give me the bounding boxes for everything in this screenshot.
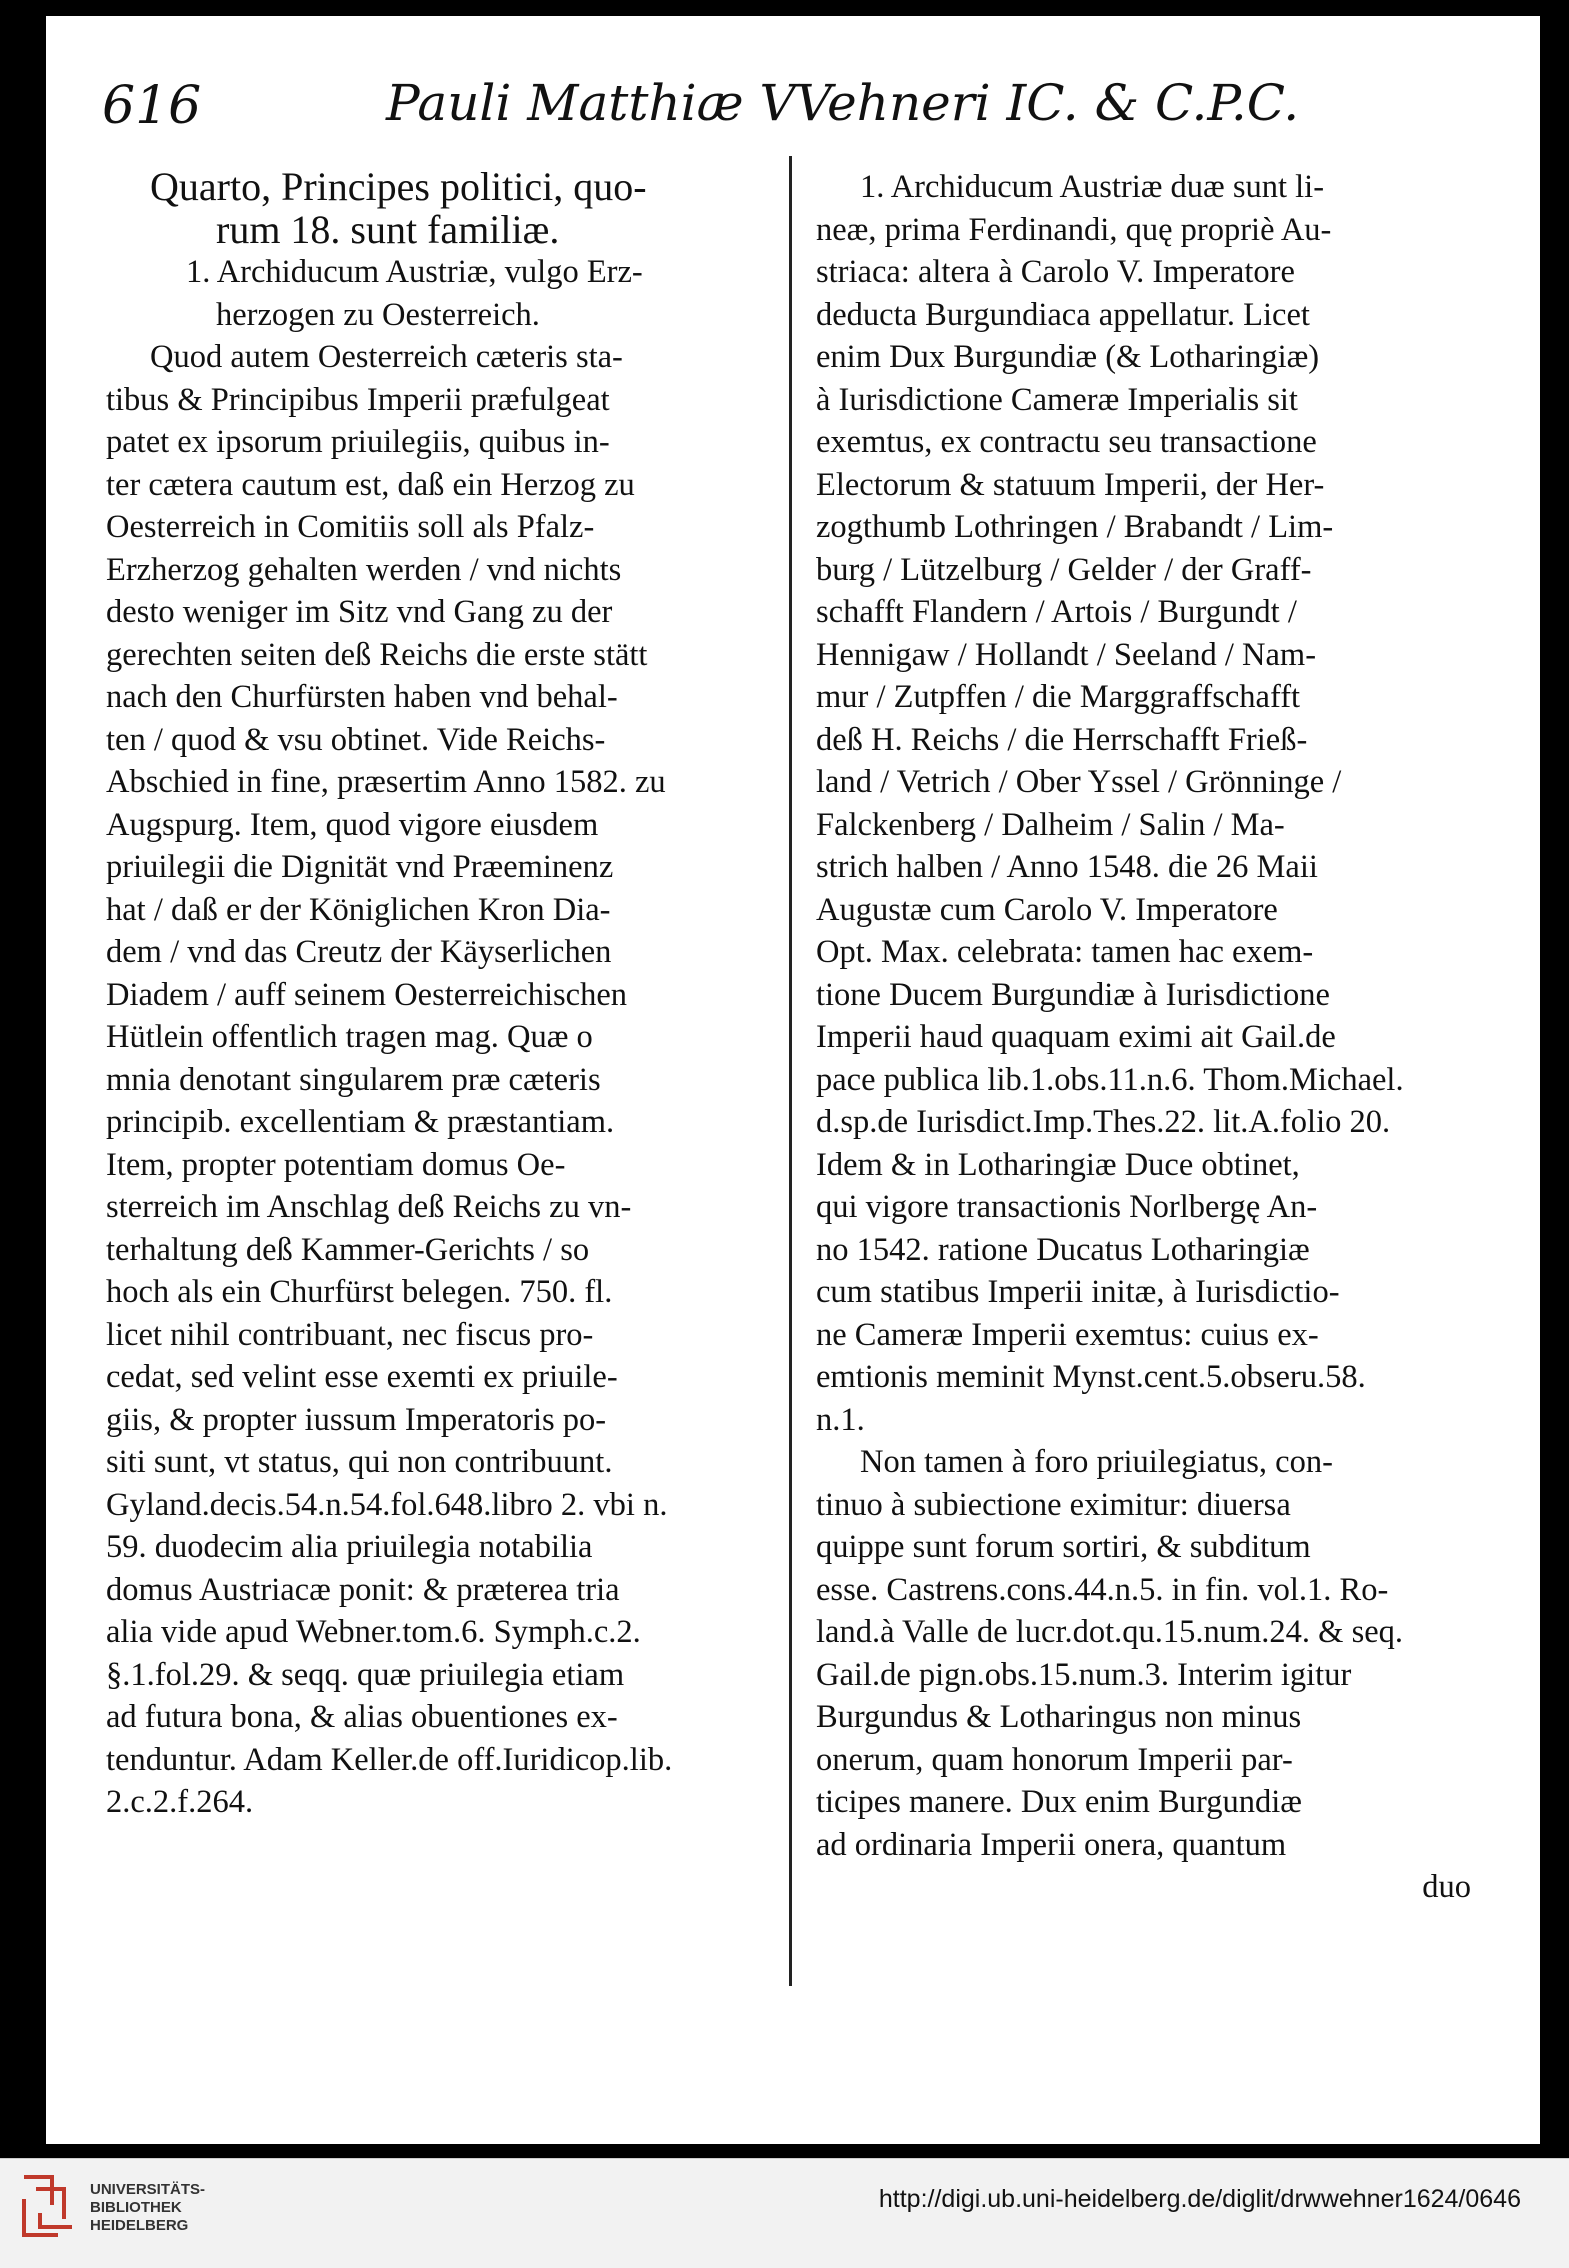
text-line: à Iurisdictione Cameræ Imperialis sit xyxy=(816,381,1298,418)
text-line: neæ, prima Ferdinandi, quę propriè Au- xyxy=(816,211,1332,248)
scanned-page xyxy=(46,16,1540,2144)
catchword: duo xyxy=(1422,1869,1471,1905)
text-line: Hennigaw / Hollandt / Seeland / Nam- xyxy=(816,636,1317,673)
library-name-line: HEIDELBERG xyxy=(90,2217,189,2234)
text-line: land / Vetrich / Ober Yssel / Grönninge / xyxy=(816,764,1342,800)
text-line: Falckenberg / Dalheim / Salin / Ma- xyxy=(816,806,1285,843)
text-line: Oesterreich in Comitiis soll als Pfalz- xyxy=(106,509,595,545)
text-line: rum 18. sunt familiæ. xyxy=(216,208,560,251)
text-line: tenduntur. Adam Keller.de off.Iuridicop.lib. xyxy=(106,1741,673,1778)
text-line: sterreich im Anschlag deß Reichs zu vn- xyxy=(106,1189,632,1225)
text-line: burg / Lützelburg / Gelder / der Graff- xyxy=(816,551,1312,588)
text-line: priuilegii die Dignität vnd Præeminenz xyxy=(106,849,614,885)
text-line: Augustæ cum Carolo V. Imperatore xyxy=(816,891,1278,928)
text-line: no 1542. ratione Ducatus Lotharingiæ xyxy=(816,1231,1310,1268)
text-line: Quod autem Oesterreich cæteris sta- xyxy=(150,339,623,375)
text-line: tinuo à subiectione eximitur: diuersa xyxy=(816,1486,1291,1523)
text-line: cedat, sed velint esse exemti ex priuile- xyxy=(106,1359,618,1395)
text-line: qui vigore transactionis Norlbergę An- xyxy=(816,1189,1318,1225)
text-line: Augspurg. Item, quod vigore eiusdem xyxy=(106,806,599,843)
text-line: ter cætera cautum est, daß ein Herzog zu xyxy=(106,466,635,503)
text-line: striaca: altera à Carolo V. Imperatore xyxy=(816,254,1295,290)
text-line: principib. excellentiam & præstantiam. xyxy=(106,1104,615,1140)
text-line: gerechten seiten deß Reichs die erste stätt xyxy=(106,636,648,673)
text-line: deß H. Reichs / die Herrschafft Frieß- xyxy=(816,721,1308,758)
text-line: herzogen zu Oesterreich. xyxy=(216,296,540,333)
left-column xyxy=(106,166,761,1824)
text-line: 1. Archiducum Austriæ, vulgo Erz- xyxy=(186,254,643,290)
text-line: mur / Zutpffen / die Marggraffschafft xyxy=(816,679,1301,715)
text-line: Abschied in fine, præsertim Anno 1582. zu xyxy=(106,764,666,800)
text-line: siti sunt, vt status, qui non contribuunt. xyxy=(106,1444,613,1480)
text-line: Diadem / auff seinem Oesterreichischen xyxy=(106,976,627,1013)
page-number: 616 xyxy=(102,76,202,136)
library-name-line: UNIVERSITÄTS- xyxy=(90,2181,206,2198)
text-line: land.à Valle de lucr.dot.qu.15.num.24. & seq. xyxy=(816,1614,1404,1650)
text-line: ad ordinaria Imperii onera, quantum xyxy=(816,1826,1287,1863)
text-line: n.1. xyxy=(816,1401,865,1438)
text-line: schafft Flandern / Artois / Burgundt / xyxy=(816,594,1297,630)
text-line: Item, propter potentiam domus Oe- xyxy=(106,1146,566,1183)
text-line: esse. Castrens.cons.44.n.5. in fin. vol.1. Ro- xyxy=(816,1571,1389,1608)
running-head: Pauli Matthiæ VVehneri IC. & C.P.C. xyxy=(386,74,1300,132)
text-line: Electorum & statuum Imperii, der Her- xyxy=(816,466,1325,503)
text-line: Burgundus & Lotharingus non minus xyxy=(816,1699,1302,1735)
text-line: ad futura bona, & alias obuentiones ex- xyxy=(106,1699,618,1735)
text-line: onerum, quam honorum Imperii par- xyxy=(816,1741,1293,1778)
text-line: 1. Archiducum Austriæ duæ sunt li- xyxy=(860,169,1325,205)
text-line: deducta Burgundiaca appellatur. Licet xyxy=(816,296,1310,333)
text-line: 2.c.2.f.264. xyxy=(106,1784,254,1820)
text-line: Imperii haud quaquam eximi ait Gail.de xyxy=(816,1019,1336,1055)
text-line: cum statibus Imperii initæ, à Iurisdictio- xyxy=(816,1274,1340,1310)
text-line: Non tamen à foro priuilegiatus, con- xyxy=(860,1444,1333,1480)
text-line: ne Cameræ Imperii exemtus: cuius ex- xyxy=(816,1316,1319,1353)
text-line: mnia denotant singularem præ cæteris xyxy=(106,1061,601,1098)
text-line: strich halben / Anno 1548. die 26 Maii xyxy=(816,849,1318,885)
text-line: Opt. Max. celebrata: tamen hac exem- xyxy=(816,934,1314,970)
text-line: emtionis meminit Mynst.cent.5.obseru.58. xyxy=(816,1359,1366,1395)
column-divider xyxy=(789,156,792,1986)
text-line: domus Austriacæ ponit: & præterea tria xyxy=(106,1571,620,1608)
library-name-line: BIBLIOTHEK xyxy=(90,2199,182,2216)
text-line: hat / daß er der Königlichen Kron Dia- xyxy=(106,891,611,928)
text-line: hoch als ein Churfürst belegen. 750. fl. xyxy=(106,1274,613,1310)
permalink-url[interactable]: http://digi.ub.uni-heidelberg.de/diglit/drwwehner1624/0646 xyxy=(878,2185,1521,2213)
text-line: 59. duodecim alia priuilegia notabilia xyxy=(106,1529,593,1565)
text-line: quippe sunt forum sortiri, & subditum xyxy=(816,1529,1311,1565)
text-line: d.sp.de Iurisdict.Imp.Thes.22. lit.A.folio 20. xyxy=(816,1104,1391,1140)
text-line: tione Ducem Burgundiæ à Iurisdictione xyxy=(816,976,1330,1013)
right-column xyxy=(816,166,1471,1909)
text-line: tibus & Principibus Imperii præfulgeat xyxy=(106,381,610,418)
text-line: Gail.de pign.obs.15.num.3. Interim igitur xyxy=(816,1656,1352,1693)
text-line: dem / vnd das Creutz der Käyserlichen xyxy=(106,934,612,970)
text-line: alia vide apud Webner.tom.6. Symph.c.2. xyxy=(106,1614,641,1650)
text-line: pace publica lib.1.obs.11.n.6. Thom.Michael. xyxy=(816,1061,1404,1098)
viewer-footer xyxy=(0,2158,1569,2268)
text-line: desto weniger im Sitz vnd Gang zu der xyxy=(106,594,613,630)
text-line: Gyland.decis.54.n.54.fol.648.libro 2. vbi n. xyxy=(106,1486,668,1523)
text-line: Hütlein offentlich tragen mag. Quæ o xyxy=(106,1019,593,1055)
text-line: §.1.fol.29. & seqq. quæ priuilegia etiam xyxy=(106,1656,625,1693)
text-line: zogthumb Lothringen / Brabandt / Lim- xyxy=(816,509,1334,545)
text-line: Quarto, Principes politici, quo- xyxy=(150,166,647,209)
text-line: terhaltung deß Kammer-Gerichts / so xyxy=(106,1231,590,1268)
text-line: giis, & propter iussum Imperatoris po- xyxy=(106,1401,607,1438)
text-line: ten / quod & vsu obtinet. Vide Reichs- xyxy=(106,721,606,758)
text-line: licet nihil contribuant, nec fiscus pro- xyxy=(106,1316,594,1353)
text-line: patet ex ipsorum priuilegiis, quibus in- xyxy=(106,424,610,460)
text-line: ticipes manere. Dux enim Burgundiæ xyxy=(816,1784,1302,1820)
text-line: exemtus, ex contractu seu transactione xyxy=(816,424,1317,460)
text-line: enim Dux Burgundiæ (& Lotharingiæ) xyxy=(816,339,1320,375)
text-line: Idem & in Lotharingiæ Duce obtinet, xyxy=(816,1146,1300,1183)
text-line: Erzherzog gehalten werden / vnd nichts xyxy=(106,551,622,588)
library-name xyxy=(90,2181,205,2235)
text-line: nach den Churfürsten haben vnd behal- xyxy=(106,679,618,715)
library-logo-icon xyxy=(18,2169,80,2243)
